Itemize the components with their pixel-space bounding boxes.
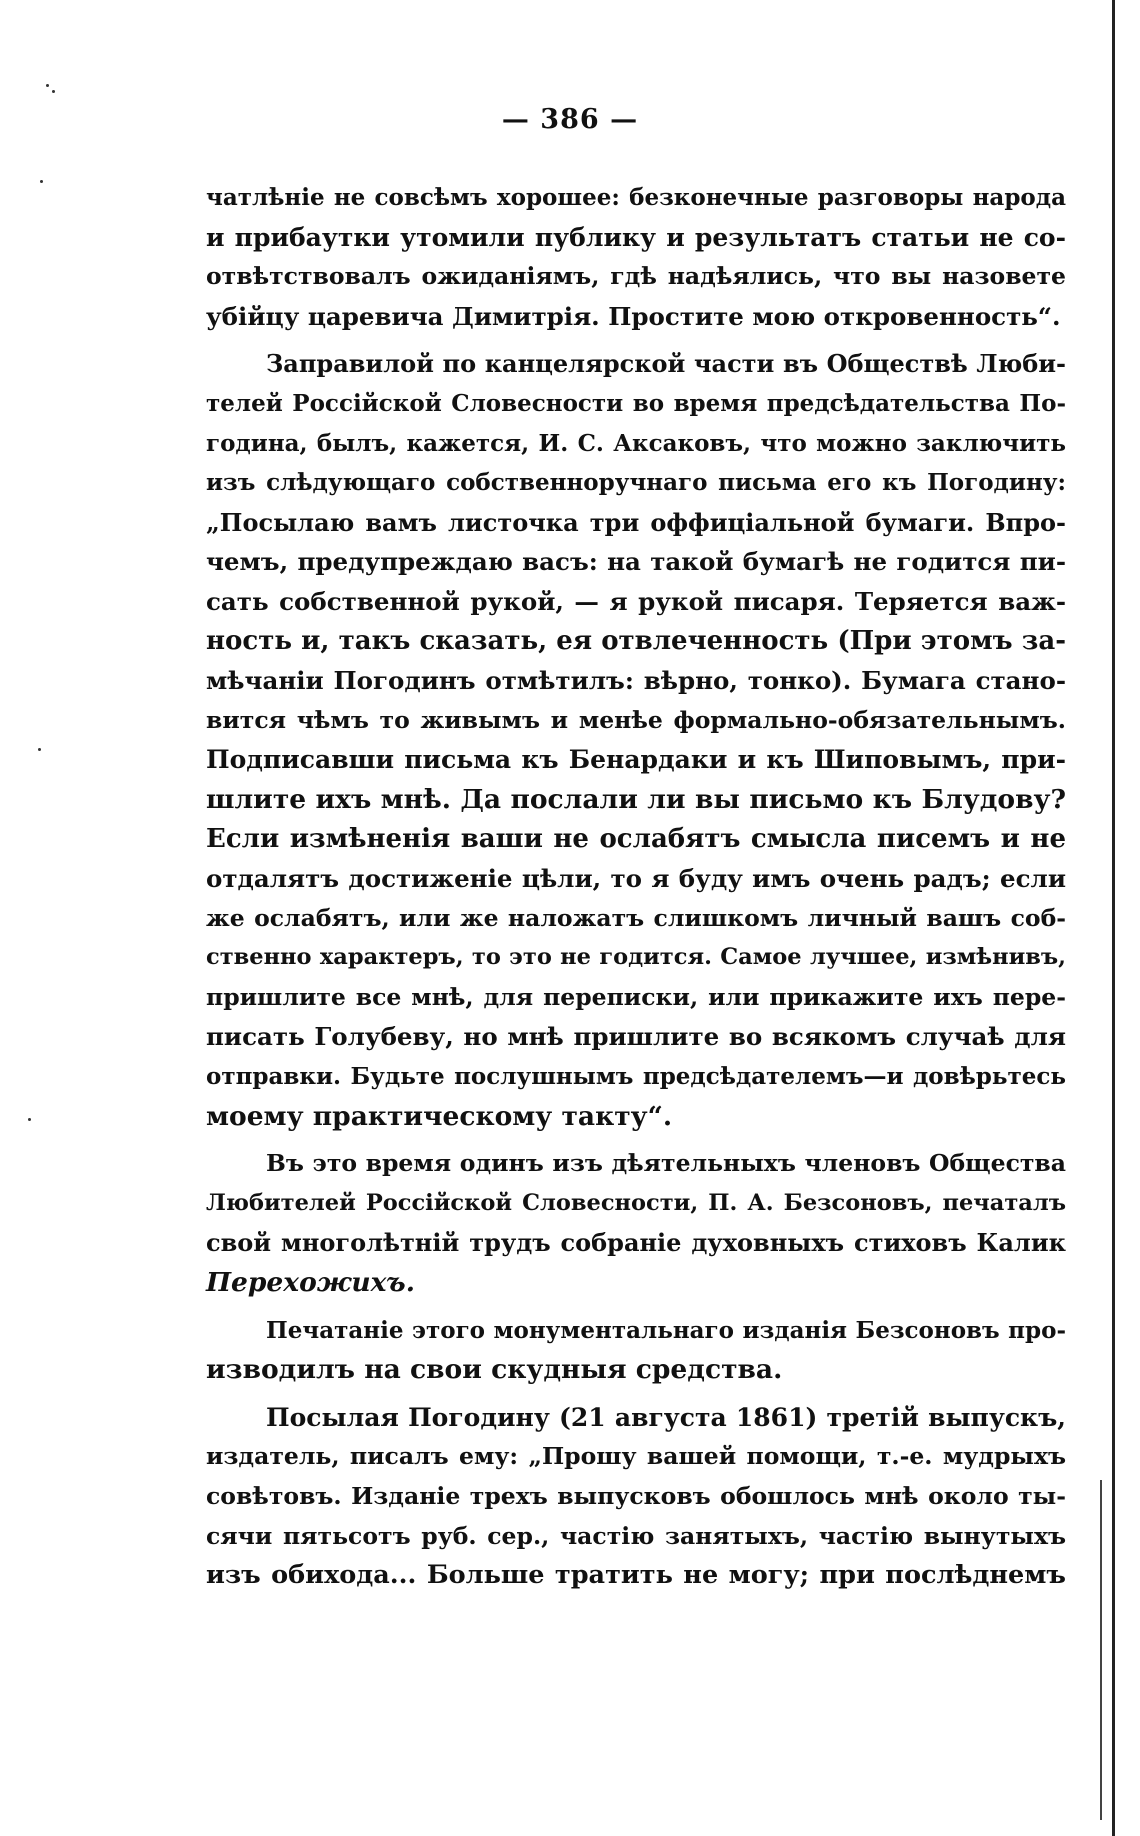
text-line: Посылая Погодину (21 августа 1861) третій выпускъ, <box>266 1402 1066 1432</box>
text-line: „Посылаю вамъ листочка три оффиціальной бумаги. Впро- <box>206 507 1066 537</box>
text-line: изъ обихода... Больше тратить не могу; при послѣднемъ <box>206 1560 1066 1591</box>
text-line: отвѣтствовалъ ожиданіямъ, гдѣ надѣялись, что вы назовете <box>206 262 1066 291</box>
text-line: година, былъ, кажется, И. С. Аксаковъ, что можно заключить <box>206 429 1066 457</box>
text-line: и прибаутки утомили публику и результатъ статьи не со- <box>206 222 1066 252</box>
text-line: убійцу царевича Димитрія. Простите мою откровенность“. <box>206 301 1061 331</box>
text-line: же ослабятъ, или же наложатъ слишкомъ личный вашъ соб- <box>206 903 1066 932</box>
text-line: писать Голубеву, но мнѣ пришлите во всякомъ случаѣ для <box>206 1022 1066 1052</box>
text-line: моему практическому такту“. <box>206 1100 673 1132</box>
page-edge-line <box>1112 0 1115 1836</box>
text-line: Если измѣненія ваши не ослабятъ смысла писемъ и не <box>206 823 1066 854</box>
ink-speck <box>38 748 41 751</box>
text-line: пришлите все мнѣ, для переписки, или прикажите ихъ пере- <box>206 982 1066 1011</box>
text-line: свой многолѣтній трудъ собраніе духовныхъ стиховъ Калик <box>206 1228 1066 1258</box>
text-line: ственно характеръ, то это не годится. Самое лучшее, измѣнивъ, <box>206 944 1066 971</box>
paragraph-2 <box>206 344 1066 1136</box>
text-line: телей Россійской Словесности во время предсѣдательства По- <box>206 389 1066 417</box>
ink-speck <box>52 90 55 93</box>
text-line: шлите ихъ мнѣ. Да послали ли вы письмо къ Блудову? <box>206 783 1066 815</box>
page-edge-shadow <box>1100 1480 1102 1820</box>
text-line: совѣтовъ. Изданіе трехъ выпусковъ обошлось мнѣ около ты- <box>206 1482 1066 1510</box>
ink-speck <box>28 1118 31 1121</box>
text-line: Въ это время одинъ изъ дѣятельныхъ членовъ Общества <box>266 1149 1066 1178</box>
text-line: Перехожихъ. <box>206 1267 415 1299</box>
ink-speck <box>40 180 43 183</box>
text-line: мѣчаніи Погодинъ отмѣтилъ: вѣрно, тонко). Бумага стано- <box>206 666 1066 696</box>
paragraph-1 <box>206 178 1066 336</box>
text-line: изводилъ на свои скудныя средства. <box>206 1354 783 1386</box>
text-line: Подписавши письма къ Бенардаки и къ Шиповымъ, при- <box>206 745 1066 775</box>
text-line: Заправилой по канцелярской части въ Обществѣ Люби- <box>266 349 1066 379</box>
text-line: изъ слѣдующаго собственноручнаго письма его къ Погодину: <box>206 469 1066 497</box>
text-line: чатлѣніе не совсѣмъ хорошее: безконечные разговоры народа <box>206 184 1066 211</box>
text-line: ность и, такъ сказать, ея отвлеченность (При этомъ за- <box>206 625 1066 656</box>
text-line: Печатаніе этого монументальнаго изданія Безсоновъ про- <box>266 1316 1066 1344</box>
paragraph-3 <box>206 1144 1066 1302</box>
text-line: чемъ, предупреждаю васъ: на такой бумагѣ не годится пи- <box>206 547 1066 577</box>
page-number: — 386 — <box>501 104 639 135</box>
text-line: сячи пятьсотъ руб. сер., частію занятыхъ, частію вынутыхъ <box>206 1521 1066 1550</box>
text-line: отправки. Будьте послушнымъ предсѣдателемъ—и довѣрьтесь <box>206 1063 1066 1091</box>
text-line: Любителей Россійской Словесности, П. А. Безсоновъ, печаталъ <box>206 1189 1066 1216</box>
paragraph-5 <box>206 1398 1066 1596</box>
text-line: отдалятъ достиженіе цѣли, то я буду имъ очень радъ; если <box>206 864 1066 894</box>
text-line: сать собственной рукой, — я рукой писаря. Теряется важ- <box>206 586 1066 616</box>
ink-speck <box>46 84 49 87</box>
body-text <box>206 178 1066 1596</box>
paragraph-4 <box>206 1311 1066 1390</box>
text-line: вится чѣмъ то живымъ и менѣе формально-обязательнымъ. <box>206 705 1066 734</box>
text-line: издатель, писалъ ему: „Прошу вашей помощи, т.-е. мудрыхъ <box>206 1442 1066 1471</box>
